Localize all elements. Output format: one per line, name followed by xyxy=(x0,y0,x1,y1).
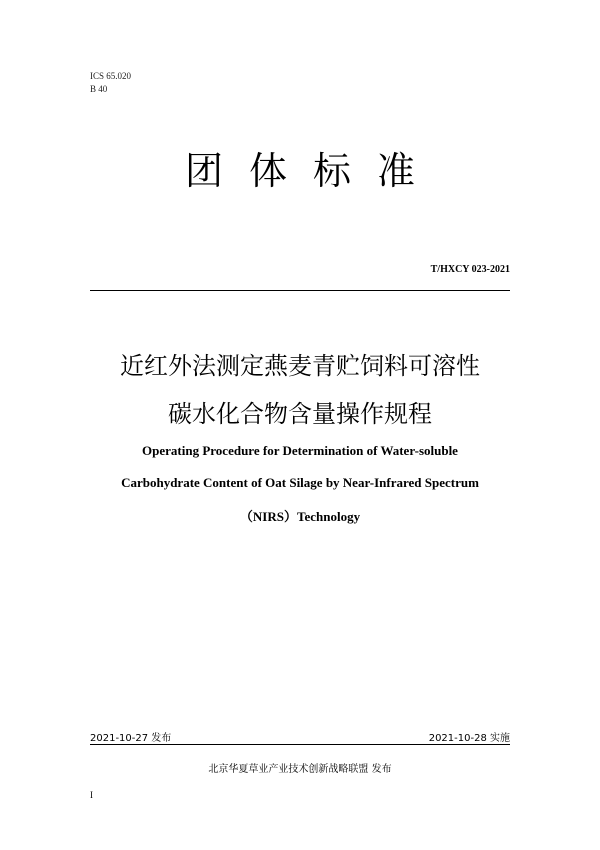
bottom-divider xyxy=(90,744,510,745)
classification-codes xyxy=(90,70,131,96)
page-number: I xyxy=(90,790,93,800)
english-title-line-2: Carbohydrate Content of Oat Silage by Near-Infrared Spectrum xyxy=(121,475,479,490)
english-title-line-1: Operating Procedure for Determination of Water-soluble xyxy=(142,443,458,458)
publisher: 北京华夏草业产业技术创新战略联盟 发布 xyxy=(208,764,392,775)
chinese-title-line-1: 近红外法测定燕麦青贮饲料可溶性 xyxy=(120,352,480,380)
top-divider xyxy=(90,290,510,291)
chinese-title-line-2: 碳水化合物含量操作规程 xyxy=(168,400,432,428)
standard-number: T/HXCY 023-2021 xyxy=(430,264,510,275)
english-title-line-3: （NIRS）Technology xyxy=(239,509,361,524)
ccs-code: B 40 xyxy=(90,84,108,94)
implementation-date: 2021-10-28 实施 xyxy=(428,733,510,744)
release-date: 2021-10-27 发布 xyxy=(90,733,172,744)
ics-code: ICS 65.020 xyxy=(90,71,132,81)
document-type-heading: 团体标准 xyxy=(184,149,441,193)
